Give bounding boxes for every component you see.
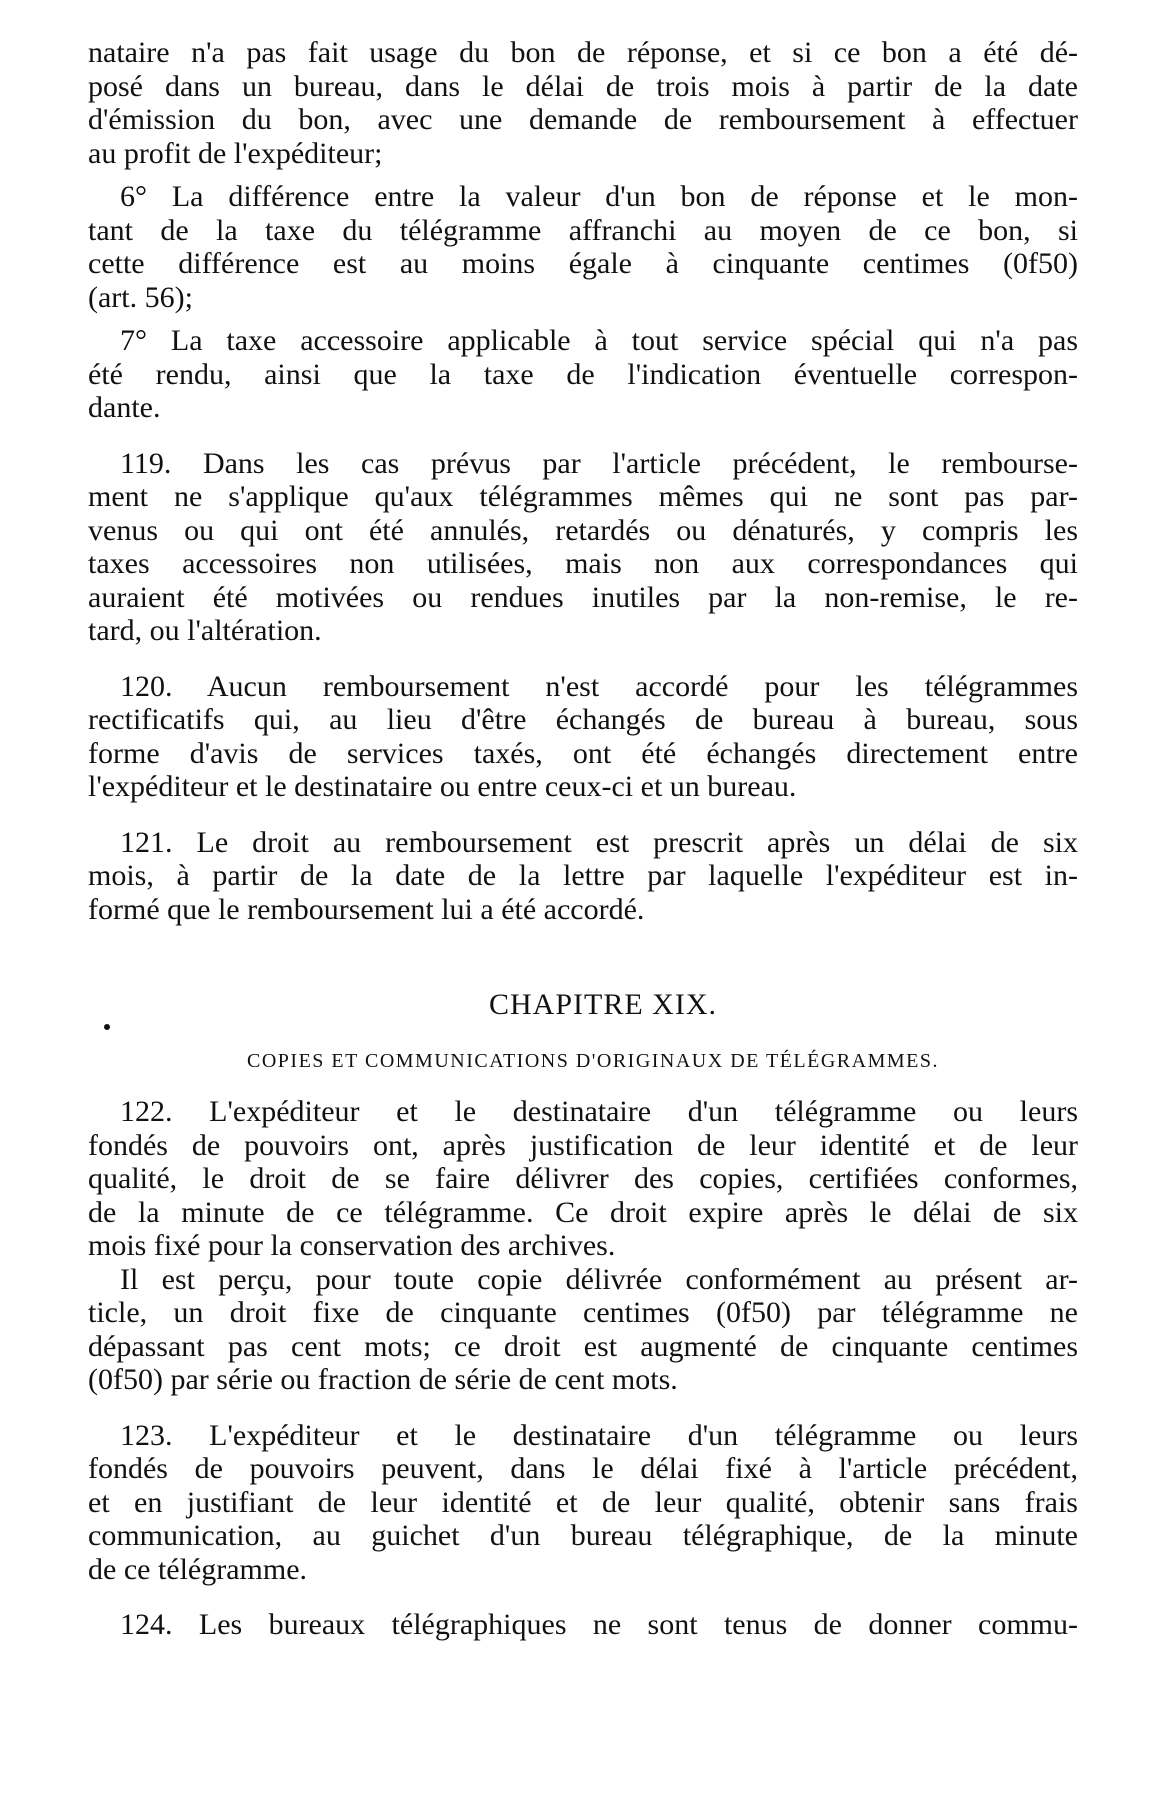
text-line: ment ne s'applique qu'aux télégrammes mêmes qui ne sont pas par- bbox=[88, 480, 1078, 513]
text-line: de ce télégramme. bbox=[88, 1552, 308, 1586]
text-line: auraient été motivées ou rendues inutiles par la non-remise, le re- bbox=[88, 580, 1078, 614]
paragraph-item-6 bbox=[88, 180, 1078, 314]
text-line: 123. L'expéditeur et le destinataire d'un télégramme ou leurs bbox=[120, 1418, 1078, 1452]
text-line: 120. Aucun remboursement n'est accordé pour les télégrammes bbox=[120, 669, 1078, 703]
text-line: (art. 56); bbox=[88, 280, 193, 314]
paragraph-article-120 bbox=[88, 670, 1078, 804]
text-line: nataire n'a pas fait usage du bon de réponse, et si ce bon a été dé- bbox=[88, 36, 1078, 69]
text-line: forme d'avis de services taxés, ont été échangés directement entre bbox=[88, 736, 1078, 770]
text-line: d'émission du bon, avec une demande de remboursement à effectuer bbox=[88, 103, 1078, 136]
text-line: de la minute de ce télégramme. Ce droit expire après le délai de six bbox=[88, 1195, 1078, 1229]
text-line: l'expéditeur et le destinataire ou entre ceux-ci et un bureau. bbox=[88, 770, 797, 803]
text-line: au profit de l'expéditeur; bbox=[88, 136, 383, 170]
paragraph-article-121 bbox=[88, 826, 1078, 927]
text-line: rectificatifs qui, au lieu d'être échangés de bureau à bureau, sous bbox=[88, 703, 1078, 736]
paragraph-article-123 bbox=[88, 1419, 1078, 1587]
paragraph-article-122-fee bbox=[88, 1263, 1078, 1397]
text-line: taxes accessoires non utilisées, mais non aux correspondances qui bbox=[88, 547, 1078, 580]
text-line: fondés de pouvoirs ont, après justification de leur identité et de leur bbox=[88, 1128, 1078, 1162]
text-line: été rendu, ainsi que la taxe de l'indication éventuelle correspon- bbox=[88, 357, 1078, 391]
text-line: 122. L'expéditeur et le destinataire d'un télégramme ou leurs bbox=[120, 1095, 1078, 1128]
text-line: fondés de pouvoirs peuvent, dans le délai fixé à l'article précédent, bbox=[88, 1452, 1078, 1485]
text-line: 7° La taxe accessoire applicable à tout service spécial qui n'a pas bbox=[120, 324, 1078, 357]
text-line: dante. bbox=[88, 391, 161, 424]
paragraph-intro bbox=[88, 36, 1078, 170]
text-line: qualité, le droit de se faire délivrer des copies, certifiées conformes, bbox=[88, 1162, 1078, 1195]
text-line: ticle, un droit fixe de cinquante centimes (0f50) par télégramme ne bbox=[88, 1296, 1078, 1329]
text-line: dépassant pas cent mots; ce droit est augmenté de cinquante centimes bbox=[88, 1329, 1078, 1363]
document-page bbox=[88, 36, 1078, 1642]
text-line: mois fixé pour la conservation des archives. bbox=[88, 1229, 616, 1262]
text-line: 6° La différence entre la valeur d'un bon de réponse et le mon- bbox=[120, 180, 1078, 213]
text-line: et en justifiant de leur identité et de leur qualité, obtenir sans frais bbox=[88, 1485, 1078, 1519]
text-line: 119. Dans les cas prévus par l'article précédent, le rembourse- bbox=[120, 446, 1078, 480]
text-line: cette différence est au moins égale à cinquante centimes (0f50) bbox=[88, 247, 1078, 280]
text-line: mois, à partir de la date de la lettre par laquelle l'expéditeur est in- bbox=[88, 859, 1078, 892]
text-line: posé dans un bureau, dans le délai de trois mois à partir de la date bbox=[88, 69, 1078, 103]
paragraph-item-7 bbox=[88, 324, 1078, 425]
text-line: communication, au guichet d'un bureau télégraphique, de la minute bbox=[88, 1519, 1078, 1552]
text-line: tant de la taxe du télégramme affranchi au moyen de ce bon, si bbox=[88, 213, 1078, 247]
paragraph-article-122 bbox=[88, 1095, 1078, 1263]
text-line: 121. Le droit au remboursement est prescrit après un délai de six bbox=[120, 825, 1078, 859]
paragraph-article-119 bbox=[88, 447, 1078, 648]
text-line: 124. Les bureaux télégraphiques ne sont tenus de donner commu- bbox=[120, 1608, 1078, 1641]
paragraph-article-124 bbox=[88, 1608, 1078, 1642]
chapter-title: CHAPITRE XIX. bbox=[489, 988, 717, 1021]
text-line: venus ou qui ont été annulés, retardés ou dénaturés, y compris les bbox=[88, 513, 1078, 547]
text-line: (0f50) par série ou fraction de série de cent mots. bbox=[88, 1363, 678, 1396]
text-line: formé que le remboursement lui a été accordé. bbox=[88, 892, 645, 926]
text-line: tard, ou l'altération. bbox=[88, 614, 322, 647]
chapter-subtitle: COPIES ET COMMUNICATIONS D'ORIGINAUX DE TÉLÉGRAMMES. bbox=[247, 1050, 939, 1072]
text-line: Il est perçu, pour toute copie délivrée conformément au présent ar- bbox=[120, 1262, 1078, 1296]
stray-mark-dot bbox=[104, 1024, 110, 1030]
